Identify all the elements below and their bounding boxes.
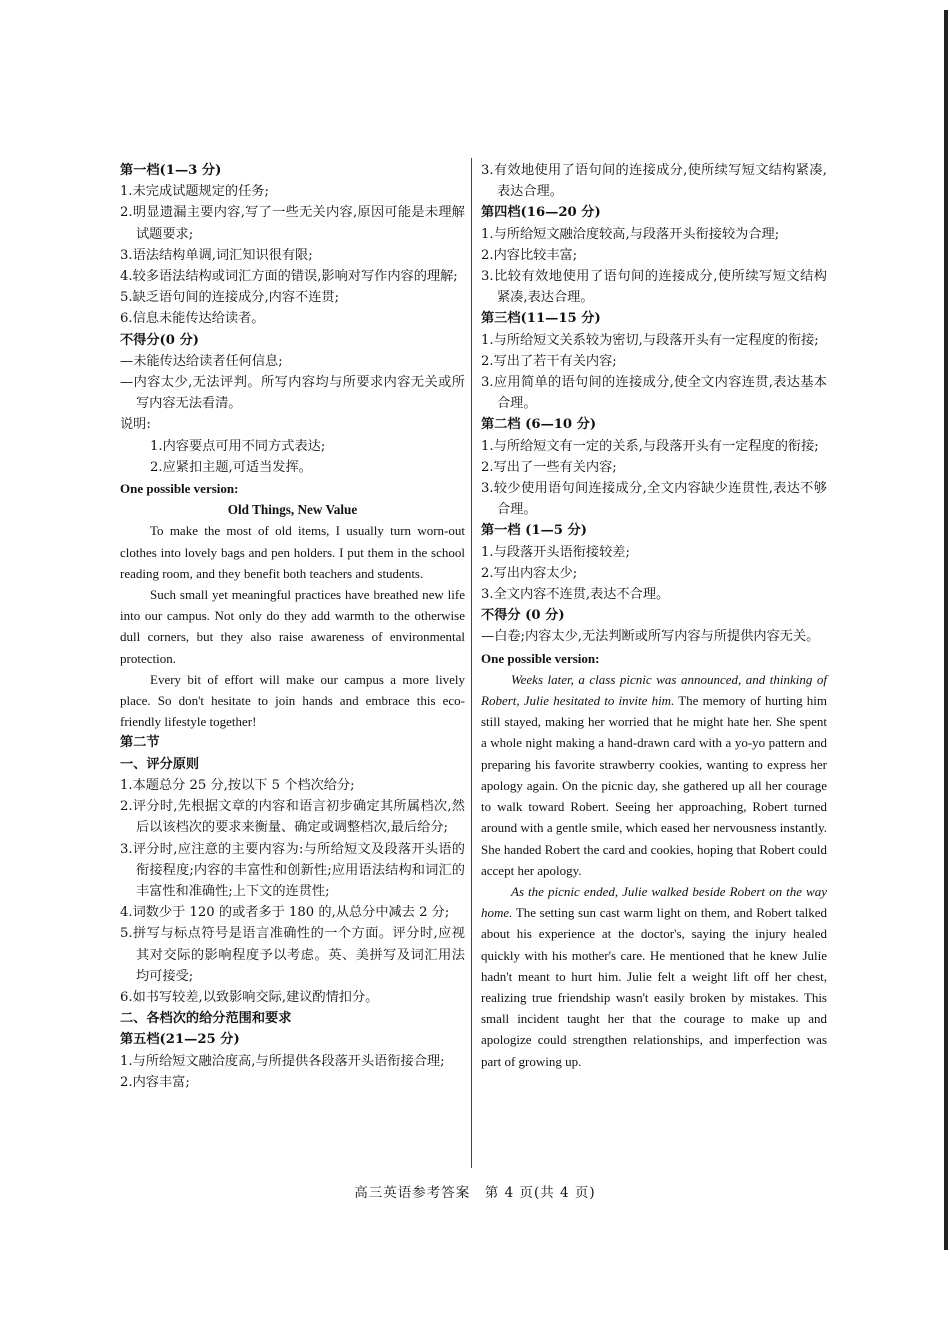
note-item: 1.内容要点可用不同方式表达;: [150, 438, 326, 454]
essay-paragraph: Every bit of effort will make our campus a more lively place. So don't hesitate to join hands and embrace this eco-friendly lifestyle together!: [120, 671, 465, 730]
zero-score-item: —未能传达给读者任何信息;: [120, 353, 283, 369]
grade-3-item: 2.写出了若干有关内容;: [481, 353, 617, 369]
note-title: 说明:: [120, 417, 151, 433]
essay-title: Old Things, New Value: [227, 502, 358, 518]
principle-item: 1.本题总分 25 分,按以下 5 个档次给分;: [120, 777, 355, 793]
principle-item: 3.评分时,应注意的主要内容为:与所给短文及段落开头语的衔接程度;内容的丰富性和创新性;应用语法结构和词汇的丰富性和准确性;上下文的连贯性;: [120, 841, 465, 899]
page-footer: 高三英语参考答案 第 4 页(共 4 页): [354, 1185, 596, 1201]
column-divider: [471, 158, 472, 1168]
zero-score-item: —内容太少,无法评判。所写内容均与所要求内容无关或所写内容无法看清。: [120, 375, 465, 412]
grade-2-item: 1.与所给短文有一定的关系,与段落开头有一定程度的衔接;: [481, 438, 819, 454]
grade-5-item: 1.与所给短文融洽度高,与所提供各段落开头语衔接合理;: [120, 1053, 445, 1069]
grade-1-title: 第一档(1—3 分): [120, 163, 222, 178]
grade-1-item: 5.缺乏语句间的连接成分,内容不连贯;: [120, 290, 340, 306]
grade-4-item: 3.比较有效地使用了语句间的连接成分,使所续写短文结构紧凑,表达合理。: [481, 269, 827, 306]
zero-score-title: 不得分 (0 分): [481, 608, 565, 624]
grade-1-item: 3.语法结构单调,词汇知识很有限;: [120, 247, 313, 263]
principle-item: 2.评分时,先根据文章的内容和语言初步确定其所属档次,然后以该档次的要求来衡量、确定或调整档次,最后给分;: [120, 799, 465, 836]
scan-edge-bar: [944, 10, 948, 1250]
grade-4-item: 1.与所给短文融洽度较高,与段落开头衔接较为合理;: [481, 226, 780, 242]
grade-2-title: 第二档 (6—10 分): [481, 417, 597, 433]
ranges-title: 二、各档次的给分范围和要求: [120, 1011, 292, 1027]
grade-5-title: 第五档(21—25 分): [120, 1032, 240, 1048]
grade-1-item: 2.写出内容太少;: [481, 565, 578, 581]
paragraph-body: The memory of hurting him still stayed, making her worried that he might hate her. She spent a whole night making a hand-drawn card with a yo-yo pattern and preparing his favorite strawberry cookies, wanting to express her apology again. On the picnic day, she gathered up all her courage to walk toward Robert. Seeing her approaching, Robert turned around with a gentle smile, which eased her nervousness instantly. She handed Robert the card and cookies, hoping that Robert could accept her apology.: [481, 693, 827, 878]
grade-3-title: 第三档(11—15 分): [481, 311, 601, 327]
grade-1-item: 4.较多语法结构或词汇方面的错误,影响对写作内容的理解;: [120, 269, 458, 285]
grade-5-item: 3.有效地使用了语句间的连接成分,使所续写短文结构紧凑,表达合理。: [481, 163, 827, 200]
grade-1-item: 6.信息未能传达给读者。: [120, 311, 265, 327]
zero-score-title: 不得分(0 分): [120, 332, 199, 348]
grade-2-item: 3.较少使用语句间连接成分,全文内容缺少连贯性,表达不够合理。: [481, 481, 827, 518]
principle-item: 6.如书写较差,以致影响交际,建议酌情扣分。: [120, 989, 379, 1005]
left-column: [120, 160, 465, 1093]
paragraph-opening: As the picnic ended, Julie walked beside Robert on the way home.: [481, 883, 827, 921]
essay-paragraph: To make the most of old items, I usually turn worn-out clothes into lovely bags and pen holders. I put them in the school reading room, and they benefit both teachers and students.: [120, 523, 465, 581]
right-column: [481, 160, 827, 1072]
essay-paragraph: Such small yet meaningful practices have breathed new life into our campus. Not only do they add warmth to the otherwise dull corners, but they also raise awareness of environmental protection.: [120, 587, 465, 666]
grade-1-item: 2.明显遗漏主要内容,写了一些无关内容,原因可能是未理解试题要求;: [120, 205, 465, 242]
continuation-paragraph-1: [481, 669, 827, 881]
grade-1-item: 3.全文内容不连贯,表达不合理。: [481, 587, 670, 603]
version-label: One possible version:: [120, 481, 239, 497]
grade-2-item: 2.写出了一些有关内容;: [481, 459, 617, 475]
grade-5-item: 2.内容丰富;: [120, 1074, 190, 1090]
grade-1-title: 第一档 (1—5 分): [481, 523, 587, 539]
version-label: One possible version:: [481, 650, 600, 666]
grade-3-item: 3.应用简单的语句间的连接成分,使全文内容连贯,表达基本合理。: [481, 375, 827, 412]
zero-score-item: —白卷;内容太少,无法判断或所写内容与所提供内容无关。: [481, 629, 820, 645]
grade-1-item: 1.与段落开头语衔接较差;: [481, 544, 630, 560]
grade-4-item: 2.内容比较丰富;: [481, 247, 578, 263]
grade-3-item: 1.与所给短文关系较为密切,与段落开头有一定程度的衔接;: [481, 332, 819, 348]
principles-title: 一、评分原则: [120, 756, 200, 772]
paragraph-opening: Weeks later, a class picnic was announced, and thinking of Robert, Julie hesitated to invite him.: [481, 671, 827, 709]
continuation-paragraph-2: [481, 881, 827, 1072]
grade-1-item: 1.未完成试题规定的任务;: [120, 184, 269, 200]
principle-item: 5.拼写与标点符号是语言准确性的一个方面。评分时,应视其对交际的影响程度予以考虑。英、美拼写及词汇用法均可接受;: [120, 926, 465, 984]
paragraph-body: The setting sun cast warm light on them, and Robert talked about his experience at the doctor's, saying the injury healed quickly with his mother's care. He mentioned that he knew Julie hadn't meant to hurt him. Julie felt a weight lift off her chest, realizing true friendship wasn't easily broken by mistakes. This small incident taught her that the courage to make up and apologize could strengthen relationships, and imperfection was part of growing up.: [481, 905, 827, 1069]
principle-item: 4.词数少于 120 的或者多于 180 的,从总分中减去 2 分;: [120, 905, 450, 921]
note-item: 2.应紧扣主题,可适当发挥。: [150, 459, 312, 475]
section-2-title: 第二节: [120, 735, 160, 751]
grade-4-title: 第四档(16—20 分): [481, 205, 601, 221]
